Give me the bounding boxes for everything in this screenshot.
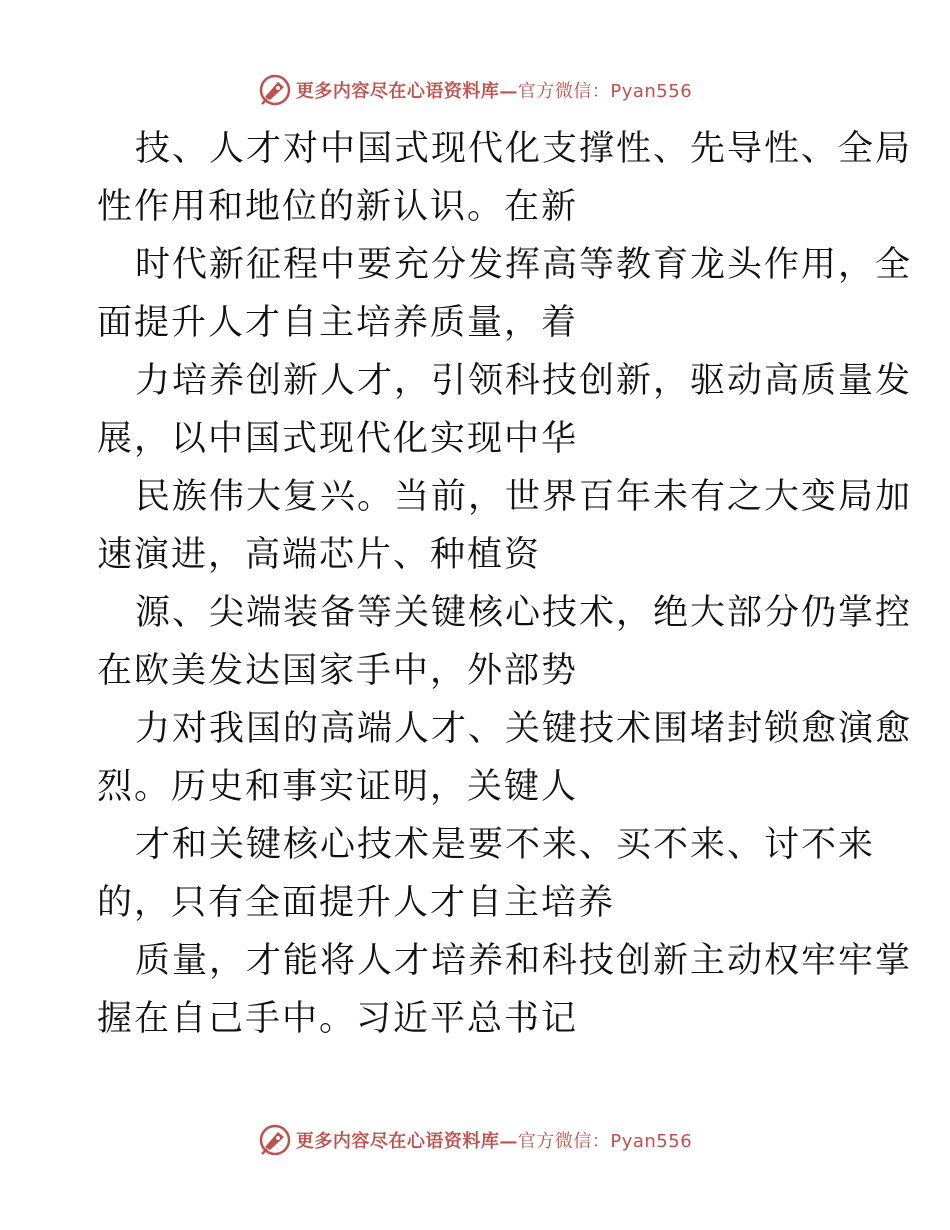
paragraph-line-1: 才和关键核心技术是要不来、买不来、讨不来: [135, 825, 876, 865]
paragraph-line-1: 技、人才对中国式现代化支撑性、先导性、全局: [135, 129, 913, 169]
paragraph-line-2: 展，以中国式现代化实现中华: [97, 419, 579, 459]
paragraph: [97, 236, 913, 352]
paragraph: [97, 120, 913, 236]
pen-nib-logo-icon: [258, 1123, 292, 1157]
paragraph-line-1: 源、尖端装备等关键核心技术，绝大部分仍掌控: [135, 593, 913, 633]
paragraph: [97, 352, 913, 468]
footer-banner-wechat: 官方微信：Pyan556: [517, 1131, 693, 1152]
paragraph-line-1: 时代新征程中要充分发挥高等教育龙头作用，全: [135, 245, 913, 285]
paragraph-line-2: 面提升人才自主培养质量，着: [97, 303, 579, 343]
footer-banner-text: [296, 1127, 692, 1153]
paragraph: [97, 816, 876, 932]
header-banner-title: 更多内容尽在心语资料库—: [295, 81, 518, 102]
footer-banner: [0, 1120, 950, 1160]
header-banner-text: [296, 77, 692, 103]
paragraph-line-1: 力对我国的高端人才、关键技术围堵封锁愈演愈: [135, 709, 913, 749]
paragraph-line-2: 在欧美发达国家手中，外部势: [97, 651, 579, 691]
pen-nib-logo-icon: [258, 73, 292, 107]
paragraph-line-2: 烈。历史和事实证明，关键人: [97, 767, 579, 807]
paragraph-line-1: 民族伟大复兴。当前，世界百年未有之大变局加: [135, 477, 913, 517]
paragraph-line-2: 握在自己手中。习近平总书记: [97, 999, 579, 1039]
paragraph-line-1: 力培养创新人才，引领科技创新，驱动高质量发: [135, 361, 913, 401]
paragraph-line-2: 速演进，高端芯片、种植资: [97, 535, 542, 575]
paragraph-line-2: 的，只有全面提升人才自主培养: [97, 883, 616, 923]
paragraph: [97, 468, 913, 584]
paragraph: [97, 584, 913, 700]
header-banner: [0, 70, 950, 110]
paragraph: [97, 700, 913, 816]
paragraph: [97, 932, 913, 1048]
document-body: [97, 120, 913, 1048]
paragraph-line-1: 质量，才能将人才培养和科技创新主动权牢牢掌: [135, 941, 913, 981]
paragraph-line-2: 性作用和地位的新认识。在新: [97, 187, 579, 227]
header-banner-wechat: 官方微信：Pyan556: [517, 81, 693, 102]
footer-banner-title: 更多内容尽在心语资料库—: [295, 1131, 518, 1152]
